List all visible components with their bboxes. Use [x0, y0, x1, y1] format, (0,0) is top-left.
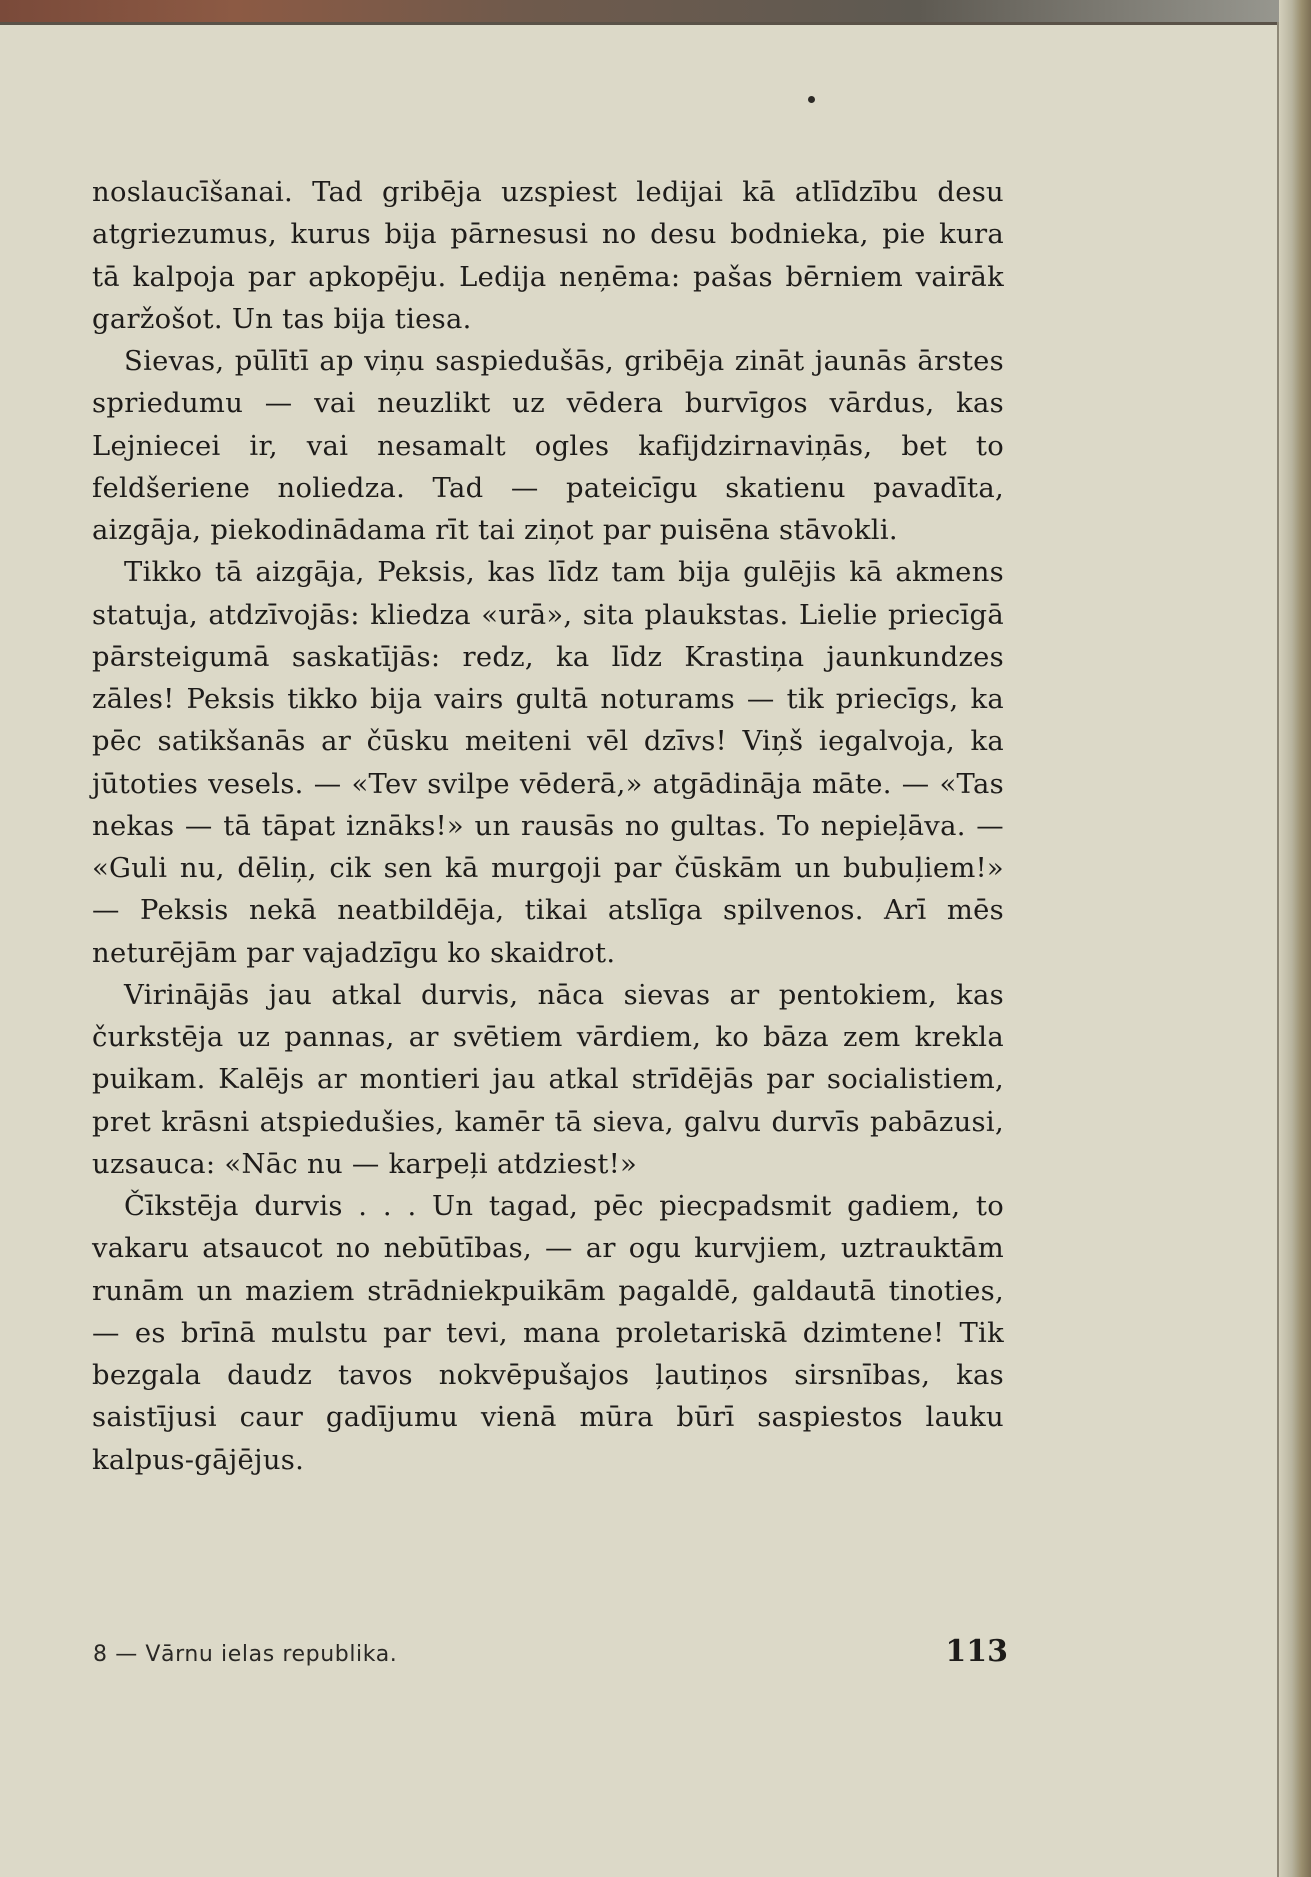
paragraph-1: noslaucīšanai. Tad gribēja uzspiest ledijai kā atlīdzību desu atgriezumus, kurus bija pārnesusi no desu bodnieka, pie kura tā kalpoja par apkopēju. Ledija neņēma: pašas bērniem vairāk garžošot. Un tas bija tiesa. [92, 177, 1004, 335]
signature-mark: 8 — Vārnu ielas republika. [93, 1642, 398, 1667]
right-edge-shadow [1277, 22, 1279, 1877]
top-page-edge [0, 0, 1311, 22]
paragraph-4: Virinājās jau atkal durvis, nāca sievas ar pentokiem, kas čurkstēja uz pannas, ar svētiem vārdiem, ko bāza zem krekla puikam. Kalējs ar montieri jau atkal strīdējās par socialistiem, pret krāsni atspiedušies, kamēr tā sieva, galvu durvīs pabāzusi, uzsauca: «Nāc nu — karpeļi atdziest!» [92, 979, 1004, 1180]
body-text [92, 172, 1004, 1482]
paragraph-5: Čīkstēja durvis . . . Un tagad, pēc piecpadsmit gadiem, to vakaru atsaucot no nebūtības, — ar ogu kurvjiem, uztrauktām runām un maziem strādniekpuikām pagaldē, galdautā tinoties, — es brīnā mulstu par tevi, mana proletariskā dzimtene! Tik bezgala daudz tavos nokvēpušajos ļautiņos sirsnības, kas saistījusi caur gadījumu vienā mūra būrī saspiestos lauku kalpus-gājējus. [92, 1191, 1004, 1476]
top-edge-shadow [0, 22, 1311, 25]
page-number: 113 [945, 1634, 1008, 1669]
ink-speck [808, 96, 815, 103]
paragraph-2: Sievas, pūlītī ap viņu saspiedušās, gribēja zināt jaunās ārstes spriedumu — vai neuzlikt uz vēdera burvīgos vārdus, kas Lejniecei ir, vai nesamalt ogles kafijdzirnaviņās, bet to feldšeriene noliedza. Tad — pateicīgu skatienu pavadīta, aizgāja, piekodinādama rīt tai ziņot par puisēna stāvokli. [92, 346, 1004, 546]
right-page-edge [1279, 0, 1311, 1877]
paragraph-3: Tikko tā aizgāja, Peksis, kas līdz tam bija gulējis kā akmens statuja, atdzīvojās: kliedza «urā», sita plaukstas. Lielie priecīgā pārsteigumā saskatījās: redz, ka līdz Krastiņa jaunkundzes zāles! Peksis tikko bija vairs gultā noturams — tik priecīgs, ka pēc satikšanās ar čūsku meiteni vēl dzīvs! Viņš iegalvoja, ka jūtoties vesels. — «Tev svilpe vēderā,» atgādināja māte. — «Tas nekas — tā tāpat iznāks!» un rausās no gultas. To nepieļāva. — «Guli nu, dēliņ, cik sen kā murgoji par čūskām un bubuļiem!» — Peksis nekā neatbildēja, tikai atslīga spilvenos. Arī mēs neturējām par vajadzīgu ko skaidrot. [92, 557, 1004, 969]
